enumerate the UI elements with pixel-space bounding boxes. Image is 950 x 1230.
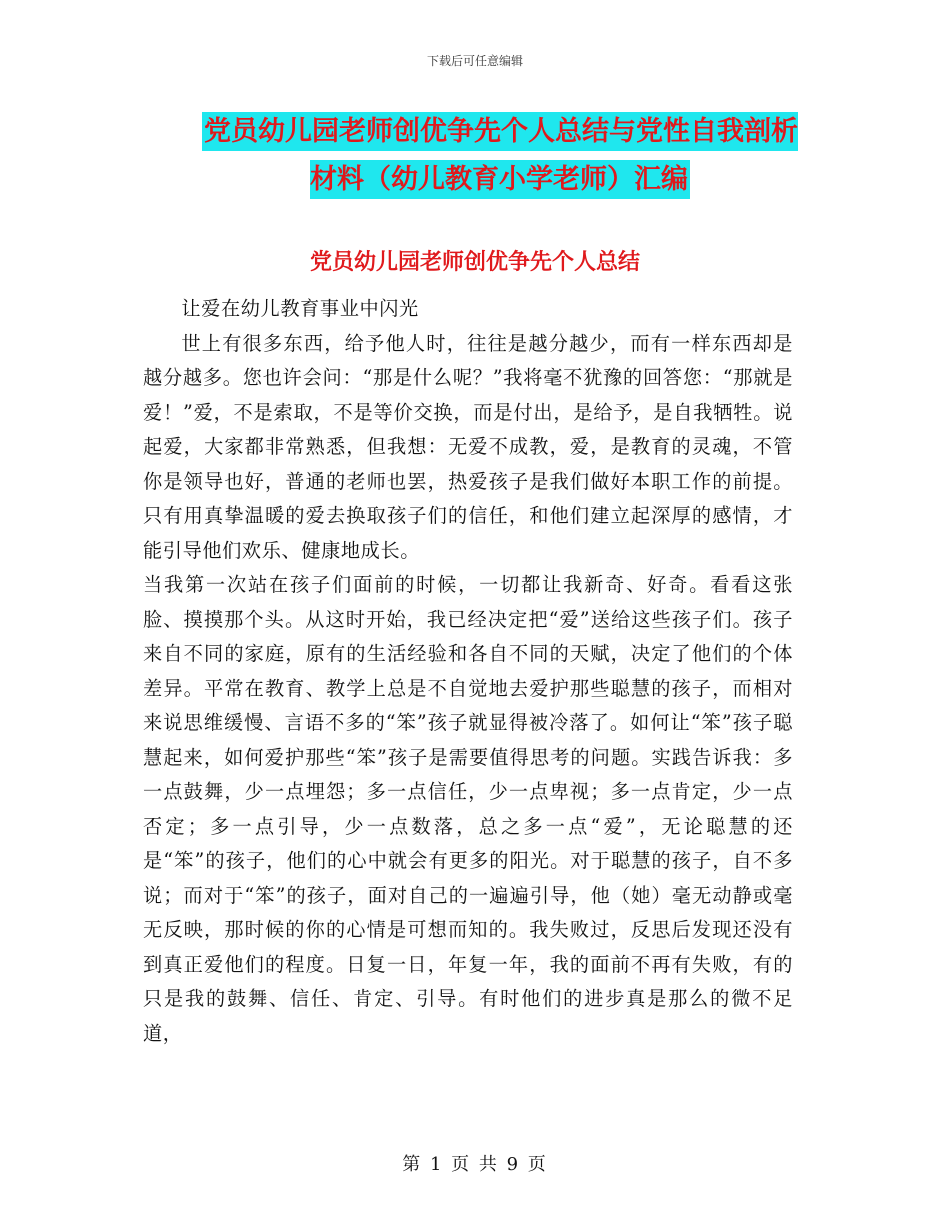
document-title-text: 党员幼儿园老师创优争先个人总结与党性自我剖析材料（幼儿教育小学老师）汇编 (202, 112, 798, 199)
page-header-note: 下载后可任意编辑 (426, 54, 523, 68)
document-body (143, 292, 793, 1051)
subtitle-line: 让爱在幼儿教育事业中闪光 (181, 297, 419, 320)
body-paragraph-1: 世上有很多东西，给予他人时，往往是越分越少，而有一样东西却是越分越多。您也许会问：“那是什么呢？”我将毫不犹豫的回答您：“那就是爱！”爱，不是索取，不是等价交换，而是付出，是给予，是自我牺牲。说起爱，大家都非常熟悉，但我想：无爱不成教，爱，是教育的灵魂，不管你是领导也好，普通的老师也罢，热爱孩子是我们做好本职工作的前提。只有用真挚温暖的爱去换取孩子们的信任，和他们建立起深厚的感情，才能引导他们欢乐、健康地成长。 (143, 331, 793, 562)
page-number-footer: 第 1 页 共 9 页 (402, 1154, 548, 1175)
section-title: 党员幼儿园老师创优争先个人总结 (309, 250, 640, 275)
body-paragraph-2: 当我第一次站在孩子们面前的时候，一切都让我新奇、好奇。看看这张脸、摸摸那个头。从这时开始，我已经决定把“爱”送给这些孩子们。孩子来自不同的家庭，原有的生活经验和各自不同的天赋，决定了他们的个体差异。平常在教育、教学上总是不自觉地去爱护那些聪慧的孩子，而相对来说思维缓慢、言语不多的“笨”孩子就显得被冷落了。如何让“笨”孩子聪慧起来，如何爱护那些“笨”孩子是需要值得思考的问题。实践告诉我：多一点鼓舞，少一点埋怨；多一点信任，少一点卑视；多一点肯定，少一点否定；多一点引导，少一点数落，总之多一点“爱”，无论聪慧的还是“笨”的孩子，他们的心中就会有更多的阳光。对于聪慧的孩子，自不多说；而对于“笨”的孩子，面对自己的一遍遍引导，他（她）毫无动静或毫无反映，那时候的你的心情是可想而知的。我失败过，反思后发现还没有到真正爱他们的程度。日复一日，年复一年，我的面前不再有失败，有的只是我的鼓舞、信任、肯定、引导。有时他们的进步真是那么的微不足道， (143, 573, 793, 1045)
document-title (190, 108, 810, 204)
